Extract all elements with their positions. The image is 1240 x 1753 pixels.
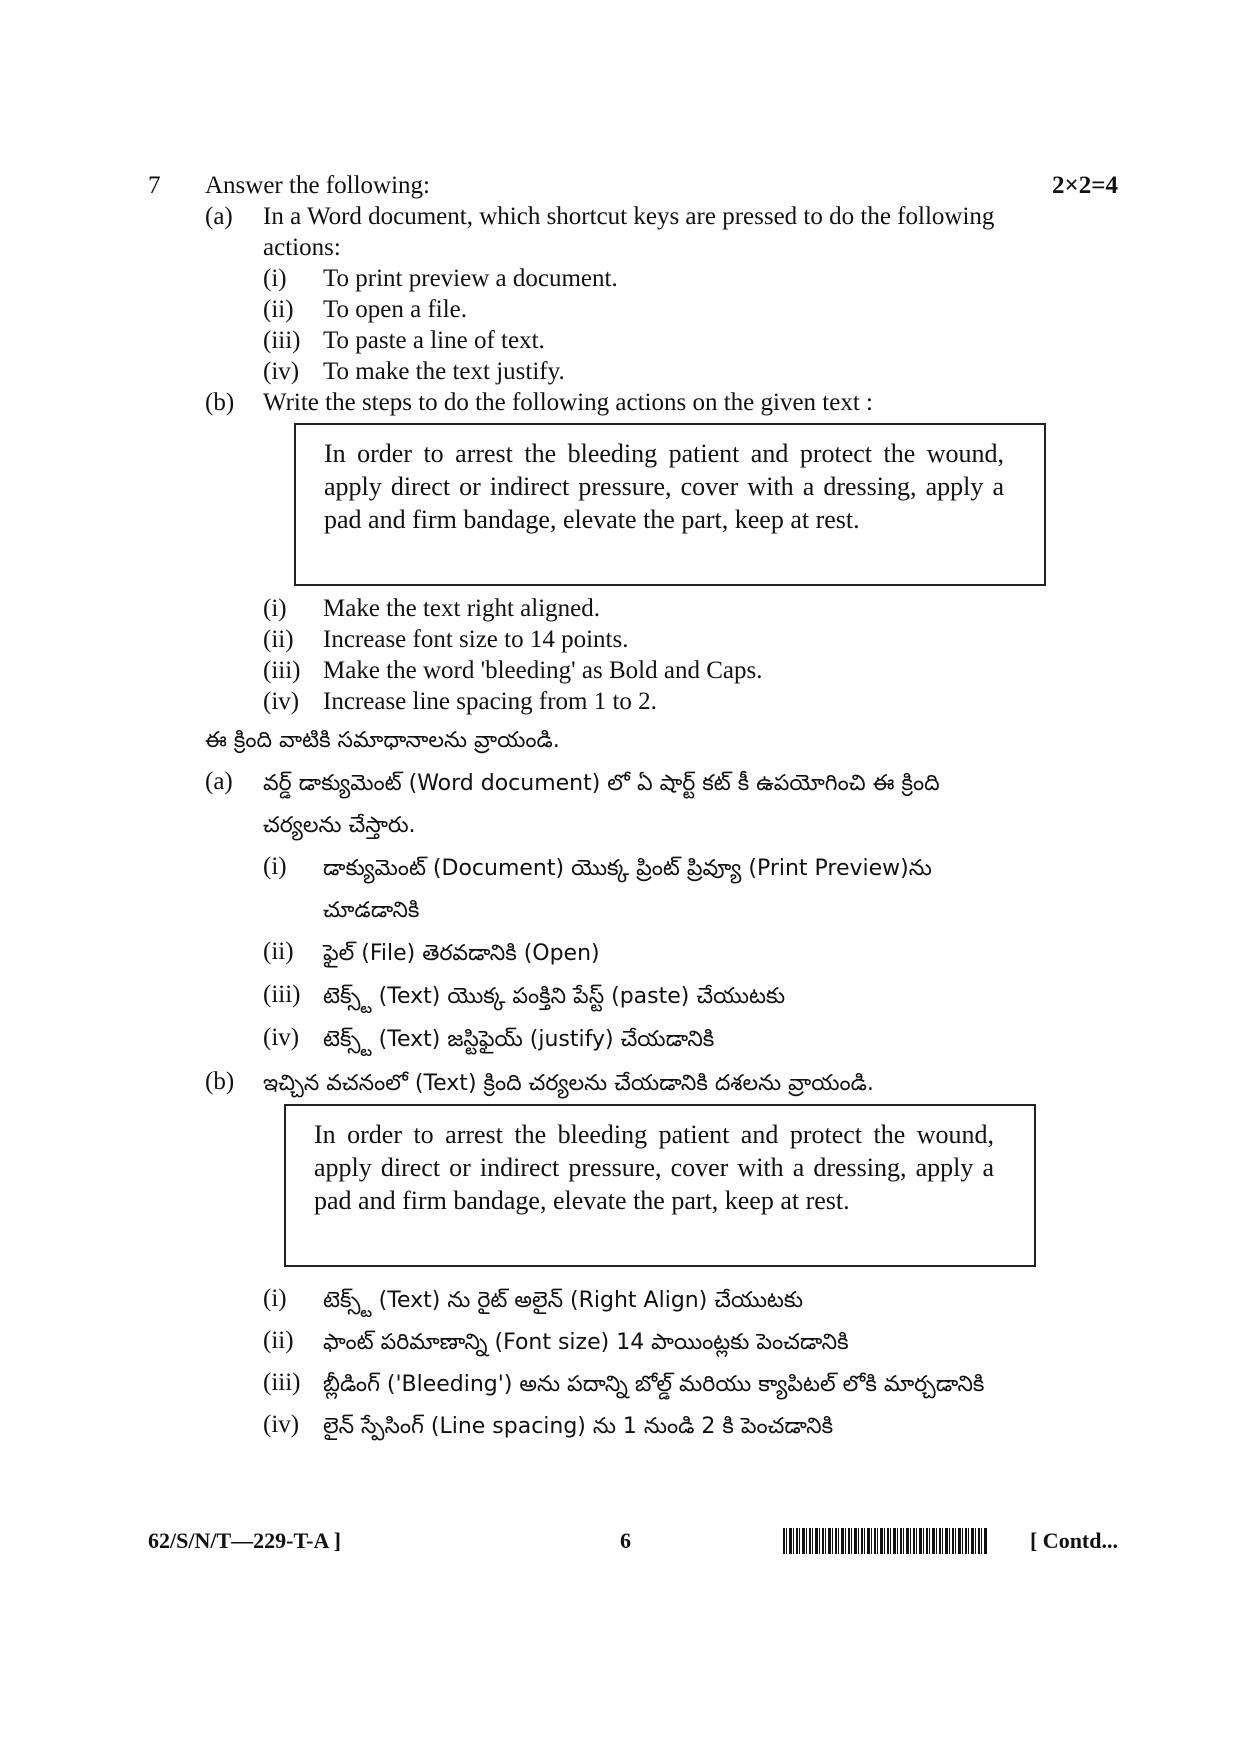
telugu-part-a-text: వర్డ్ డాక్యుమెంట్ (Word document) లో ఏ షార్ట్ కట్ కీ ఉపయోగించి ఈ క్రింది [263,771,940,796]
contd-label: [ Contd... [1029,1528,1118,1553]
telugu-part-b-item-num: (iii) [263,1369,301,1396]
part-a-item: To make the text justify. [323,358,565,385]
telugu-part-a-label: (a) [205,768,233,795]
telugu-part-b-item: బ్లీడింగ్ ('Bleeding') అను పదాన్ని బోల్డ్ మరియు క్యాపిటల్ లోకి మార్చడానికి [323,1372,985,1397]
part-b-item: Increase font size to 14 points. [323,626,629,653]
part-b-item-num: (iv) [263,688,300,715]
telugu-part-a-text-cont: చర్యలను చేస్తారు. [263,813,416,838]
part-a-text-cont: actions: [263,234,341,261]
telugu-part-b-item: లైన్ స్పేసింగ్ (Line spacing) ను 1 నుండి 2 కి పెంచడానికి [323,1414,834,1439]
telugu-passage-box [284,1104,1036,1267]
telugu-part-b-item: ఫాంట్ పరిమాణాన్ని (Font size) 14 పాయింట్లకు పెంచడానికి [323,1330,849,1355]
paper-code: 62/S/N/T—229-T-A ] [148,1528,341,1553]
part-b-item-num: (ii) [263,626,294,653]
part-a-item-num: (ii) [263,296,294,323]
part-b-text: Write the steps to do the following actions on the given text : [263,389,873,416]
telugu-part-a-item-num: (ii) [263,938,294,965]
part-a-text: In a Word document, which shortcut keys are pressed to do the following [263,203,995,230]
telugu-part-a-item: డాక్యుమెంట్ (Document) యొక్క ప్రింట్ ప్రివ్యూ (Print Preview)ను [323,856,932,881]
page-number: 6 [620,1528,631,1553]
part-a-item-num: (iii) [263,327,301,354]
telugu-part-b-item-num: (i) [263,1285,287,1312]
part-b-item-num: (i) [263,595,287,622]
part-b-item: Increase line spacing from 1 to 2. [323,688,657,715]
telugu-part-b-item: టెక్స్ట్ (Text) ను రైట్ అలైన్ (Right Align) చేయుటకు [323,1288,804,1313]
telugu-part-b-item-num: (iv) [263,1411,300,1438]
question-number: 7 [148,172,161,199]
telugu-part-a-item-cont: చూడడానికి [323,898,420,923]
question-instruction: Answer the following: [205,172,430,199]
passage-text: In order to arrest the bleeding patient and protect the wound, apply direct or indirect pressure, cover with a dressing, apply a pad and firm bandage, elevate the part, keep at rest. [324,439,1004,534]
telugu-part-a-item-num: (iv) [263,1024,300,1051]
telugu-instruction: ఈ క్రింది వాటికి సమాధానాలను వ్రాయండి. [205,728,560,753]
part-a-label: (a) [205,203,233,230]
part-b-item: Make the text right aligned. [323,595,601,622]
part-a-item-num: (iv) [263,358,300,385]
telugu-part-a-item-num: (i) [263,853,287,880]
telugu-passage-text: In order to arrest the bleeding patient and protect the wound, apply direct or indirect pressure, cover with a dressing, apply a pad and firm bandage, elevate the part, keep at rest. [314,1120,994,1215]
part-a-item: To print preview a document. [323,265,618,292]
telugu-part-a-item: టెక్స్ట్ (Text) జస్టిఫైయ్ (justify) చేయడానికి [323,1027,715,1052]
telugu-part-b-label: (b) [205,1068,235,1095]
telugu-part-b-item-num: (ii) [263,1327,294,1354]
barcode [783,1528,988,1554]
telugu-part-b-text: ఇచ్చిన వచనంలో (Text) క్రింది చర్యలను చేయడానికి దశలను వ్రాయండి. [263,1071,874,1096]
part-b-item: Make the word 'bleeding' as Bold and Caps. [323,657,763,684]
passage-box [294,423,1046,586]
part-a-item-num: (i) [263,265,287,292]
part-a-item: To open a file. [323,296,468,323]
part-b-item-num: (iii) [263,657,301,684]
marks: 2×2=4 [1052,172,1118,199]
part-a-item: To paste a line of text. [323,327,545,354]
telugu-part-a-item-num: (iii) [263,981,301,1008]
part-b-label: (b) [205,389,235,416]
telugu-part-a-item: టెక్స్ట్ (Text) యొక్క పంక్తిని పేస్ట్ (paste) చేయుటకు [323,984,786,1009]
telugu-part-a-item: ఫైల్ (File) తెరవడానికి (Open) [323,941,600,966]
